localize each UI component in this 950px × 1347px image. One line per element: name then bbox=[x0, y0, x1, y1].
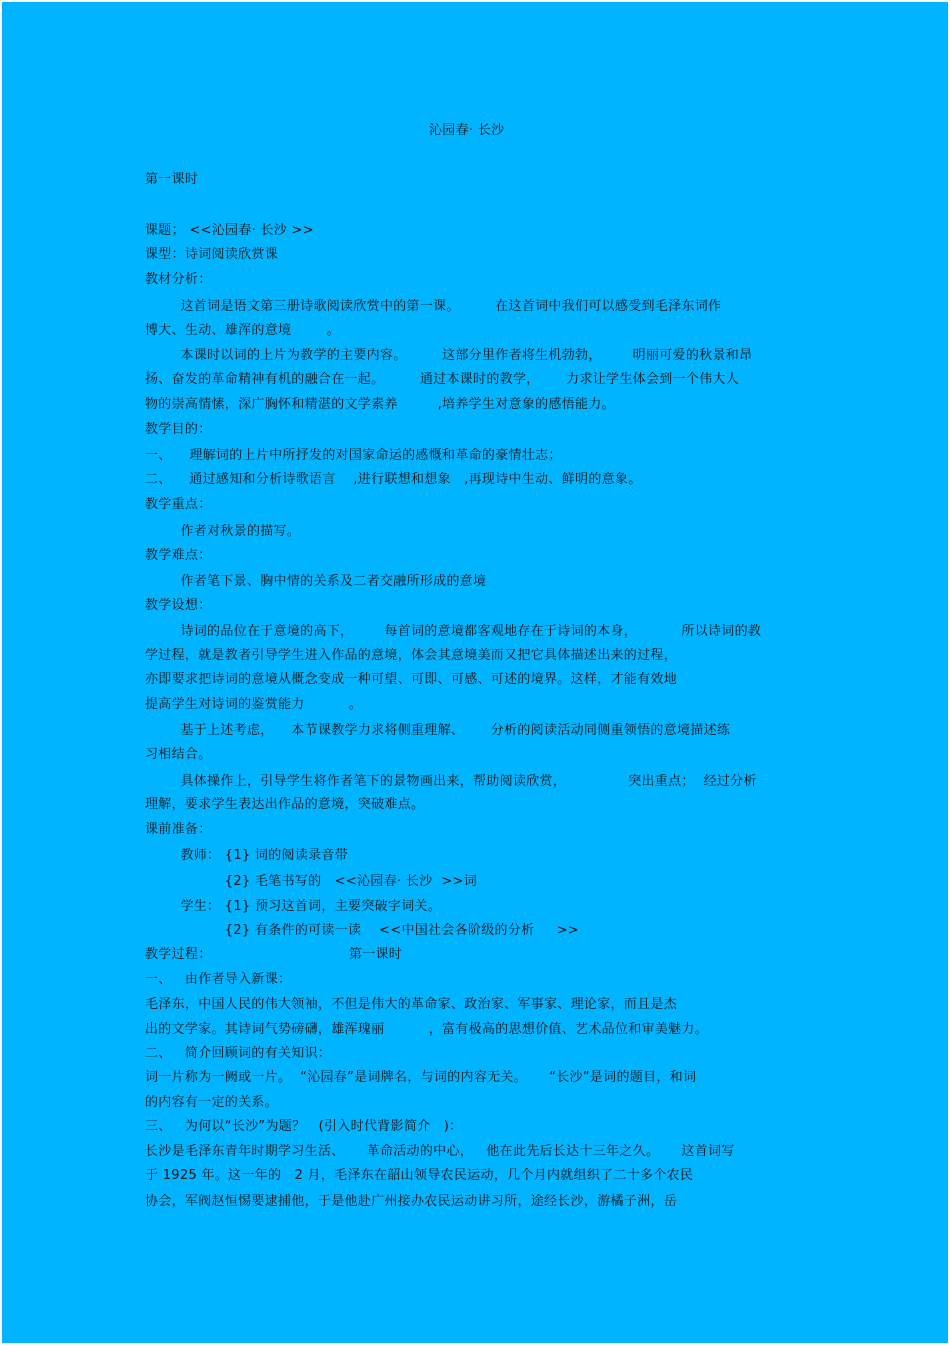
text-line: 基于上述考虑， 本节课教学力求将侧重理解、 分析的阅读活动同侧重领悟的意境描述练 bbox=[145, 723, 731, 738]
text-line: 作者笔下景、胸中情的关系及二者交融所形成的意境 bbox=[145, 574, 487, 589]
text-line: 本课时以词的上片为教学的主要内容。 这部分里作者将生机勃勃， 明丽可爱的秋景和昂 bbox=[145, 348, 753, 363]
text-line: 学过程，就是教者引导学生进入作品的意境，体会其意境美而又把它具体描述出来的过程， bbox=[145, 648, 678, 663]
text-line: 教学过程： 第一课时 bbox=[145, 947, 403, 962]
text-line: 课题； <<沁园春· 长沙 >> bbox=[145, 223, 314, 238]
text-line: 具体操作上，引导学生将作者笔下的景物画出来，帮助阅读欣赏， 突出重点； 经过分析 bbox=[145, 774, 757, 789]
text-line: 教学重点： bbox=[145, 497, 212, 512]
text-line: 教学目的： bbox=[145, 422, 212, 437]
text-line: 提高学生对诗词的鉴赏能力 。 bbox=[145, 697, 363, 712]
text-line: 诗词的品位在于意境的高下， 每首词的意境都客观地存在于诗词的本身， 所以诗词的教 bbox=[145, 624, 762, 639]
text-line: 学生： {1} 预习这首词，主要突破字词关。 bbox=[145, 899, 442, 914]
text-line: 亦即要求把诗词的意境从概念变成一种可望、可即、可感、可述的境界。这样，才能有效地 bbox=[145, 672, 678, 687]
text-line: 的内容有一定的关系。 bbox=[145, 1095, 279, 1110]
lesson-heading: 第一课时 bbox=[145, 172, 199, 187]
text-line: 物的崇高情愫，深广胸怀和精湛的文学素养 ,培养学生对意象的感悟能力。 bbox=[145, 397, 615, 412]
text-line: 二、 通过感知和分析诗歌语言 ,进行联想和想象 ,再现诗中生动、鲜明的意象。 bbox=[145, 472, 642, 487]
text-line: 课型：诗词阅读欣赏课 bbox=[145, 247, 279, 262]
document-title: 沁园春· 长沙 bbox=[429, 123, 505, 138]
text-line: 作者对秋景的描写。 bbox=[145, 524, 301, 539]
text-line: 长沙是毛泽东青年时期学习生活、 革命活动的中心， 他在此先后长达十三年之久。 这首词写 bbox=[145, 1144, 735, 1159]
text-line: 词一片称为一阙或一片。 “沁园春”是词牌名，与词的内容无关。 “长沙”是词的题目，和词 bbox=[145, 1070, 697, 1085]
text-line: 习相结合。 bbox=[145, 747, 212, 762]
text-line: 出的文学家。其诗词气势磅礴，雄浑瑰丽 ，富有极高的思想价值、艺术品位和审美魅力。 bbox=[145, 1022, 709, 1037]
text-line: 一、 理解词的上片中所抒发的对国家命运的感慨和革命的豪情壮志； bbox=[145, 448, 562, 463]
document-page bbox=[2, 2, 948, 1343]
text-line: 博大、生动、雄浑的意境 。 bbox=[145, 323, 341, 338]
text-line: 教学设想： bbox=[145, 598, 212, 613]
text-line: 一、 由作者导入新课： bbox=[145, 972, 292, 987]
text-line: 教学难点： bbox=[145, 548, 212, 563]
text-line: 二、 简介回顾词的有关知识： bbox=[145, 1046, 332, 1061]
text-line: 三、 为何以“长沙”为题？ (引入时代背影简介 )： bbox=[145, 1119, 463, 1134]
text-line: 教材分析： bbox=[145, 272, 212, 287]
text-line: 课前准备： bbox=[145, 822, 212, 837]
text-line: 毛泽东，中国人民的伟大领袖，不但是伟大的革命家、政治家、军事家、理论家，而且是杰 bbox=[145, 997, 678, 1012]
text-line: 这首词是语文第三册诗歌阅读欣赏中的第一课。 在这首词中我们可以感受到毛泽东词作 bbox=[145, 299, 722, 314]
text-line: {2} 有条件的可读一读 <<中国社会各阶级的分析 >> bbox=[145, 923, 579, 938]
text-line: 于 1925 年。这一年的 2 月，毛泽东在韶山领导农民运动，几个月内就组织了二十多个农民 bbox=[145, 1168, 694, 1183]
text-line: {2} 毛笔书写的 <<沁园春· 长沙 >>词 bbox=[145, 874, 478, 889]
text-line: 教师： {1} 词的阅读录音带 bbox=[145, 848, 349, 863]
text-line: 扬、奋发的革命精神有机的融合在一起。 通过本课时的教学， 力求让学生体会到一个伟大人 bbox=[145, 372, 740, 387]
text-line: 理解，要求学生表达出作品的意境，突破难点。 bbox=[145, 797, 425, 812]
text-line: 协会，军阀赵恒惕要逮捕他，于是他赴广州接办农民运动讲习所，途经长沙，游橘子洲，岳 bbox=[145, 1194, 678, 1209]
